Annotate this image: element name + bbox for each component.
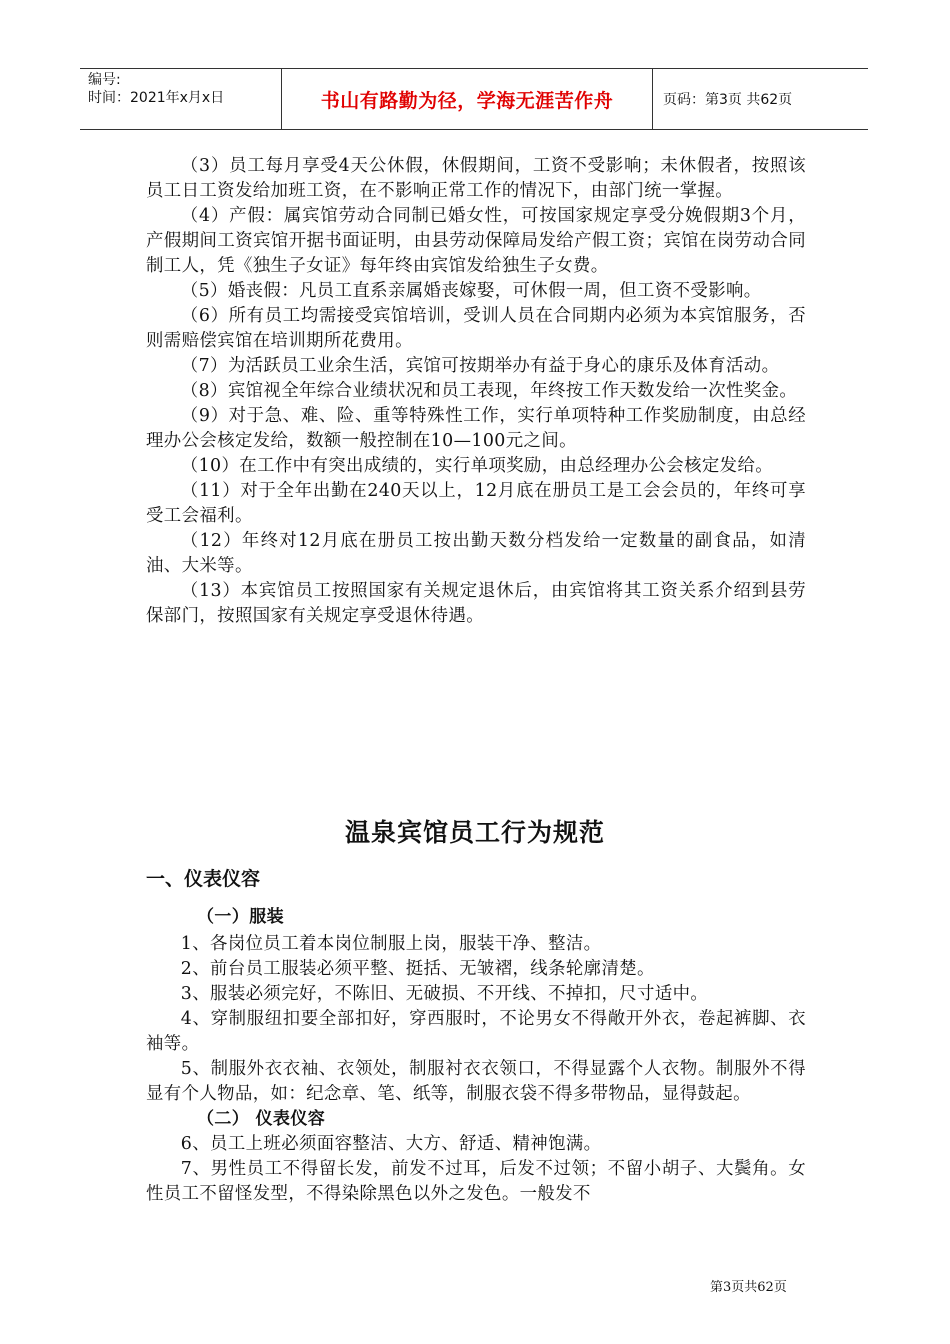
time-label: 时间：2021年x月x日 (88, 90, 225, 106)
clause: （3）员工每月享受4天公休假，休假期间，工资不受影响；未休假者，按照该员工日工资发给加班工资，在不影响正常工作的情况下，由部门统一掌握。 (146, 156, 806, 201)
list-item: 5、制服外衣衣袖、衣领处，制服衬衣衣领口，不得显露个人衣物。制服外不得显有个人物品，如：纪念章、笔、纸等，制服衣袋不得多带物品，显得鼓起。 (146, 1059, 806, 1104)
clause: （11）对于全年出勤在240天以上，12月底在册员工是工会会员的，年终可享受工会福利。 (146, 481, 806, 526)
number-label: 编号: (88, 72, 121, 88)
section-heading: 一、仪表仪容 (146, 868, 261, 890)
header-table (80, 68, 868, 130)
document-title: 温泉宾馆员工行为规范 (344, 818, 605, 847)
clauses-block (146, 154, 806, 629)
header-motto: 书山有路勤为径，学海无涯苦作舟 (282, 69, 653, 129)
clause: （8）宾馆视全年综合业绩状况和员工表现，年终按工作天数发给一次性奖金。 (180, 381, 798, 401)
clause: （6）所有员工均需接受宾馆培训，受训人员在合同期内必须为本宾馆服务，否则需赔偿宾馆在培训期所花费用。 (146, 306, 806, 351)
list-item: 3、服装必须完好，不陈旧、无破损、不开线、不掉扣，尺寸适中。 (180, 984, 709, 1004)
list-item: 6、员工上班必须面容整洁、大方、舒适、精神饱满。 (180, 1134, 602, 1154)
page-footer: 第3页共62页 (710, 1280, 787, 1295)
list-item: 4、穿制服纽扣要全部扣好，穿西服时，不论男女不得敞开外衣，卷起裤脚、衣袖等。 (146, 1009, 806, 1054)
clause: （7）为活跃员工业余生活，宾馆可按期举办有益于身心的康乐及体育活动。 (180, 356, 780, 376)
subsection-heading: （二） 仪表仪容 (197, 1109, 326, 1129)
clause: （9）对于急、难、险、重等特殊性工作，实行单项特种工作奖励制度，由总经理办公会核定发给，数额一般控制在10—100元之间。 (146, 406, 806, 451)
clause: （12）年终对12月底在册员工按出勤天数分档发给一定数量的副食品，如清油、大米等。 (146, 531, 806, 576)
header-page-label: 页码：第3页 共62页 (663, 92, 793, 108)
clause: （13）本宾馆员工按照国家有关规定退休后，由宾馆将其工资关系介绍到县劳保部门，按照国家有关规定享受退休待遇。 (146, 581, 806, 626)
section-body (146, 905, 806, 1207)
clause: （10）在工作中有突出成绩的，实行单项奖励，由总经理办公会核定发给。 (180, 456, 774, 476)
list-item: 2、前台员工服装必须平整、挺括、无皱褶，线条轮廓清楚。 (180, 959, 655, 979)
clause: （4）产假：属宾馆劳动合同制已婚女性，可按国家规定享受分娩假期3个月，产假期间工资宾馆开据书面证明，由县劳动保障局发给产假工资；宾馆在岗劳动合同制工人，凭《独生子女证》每年终由宾馆发给独生子女费。 (146, 206, 806, 276)
list-item: 1、各岗位员工着本岗位制服上岗，服装干净、整洁。 (180, 934, 602, 954)
list-item: 7、男性员工不得留长发，前发不过耳，后发不过领；不留小胡子、大鬓角。女性员工不留怪发型，不得染除黑色以外之发色。一般发不 (146, 1159, 806, 1204)
header-meta (80, 69, 282, 129)
clause: （5）婚丧假：凡员工直系亲属婚丧嫁娶，可休假一周，但工资不受影响。 (180, 281, 762, 301)
subsection-heading: （一）服装 (197, 907, 284, 927)
